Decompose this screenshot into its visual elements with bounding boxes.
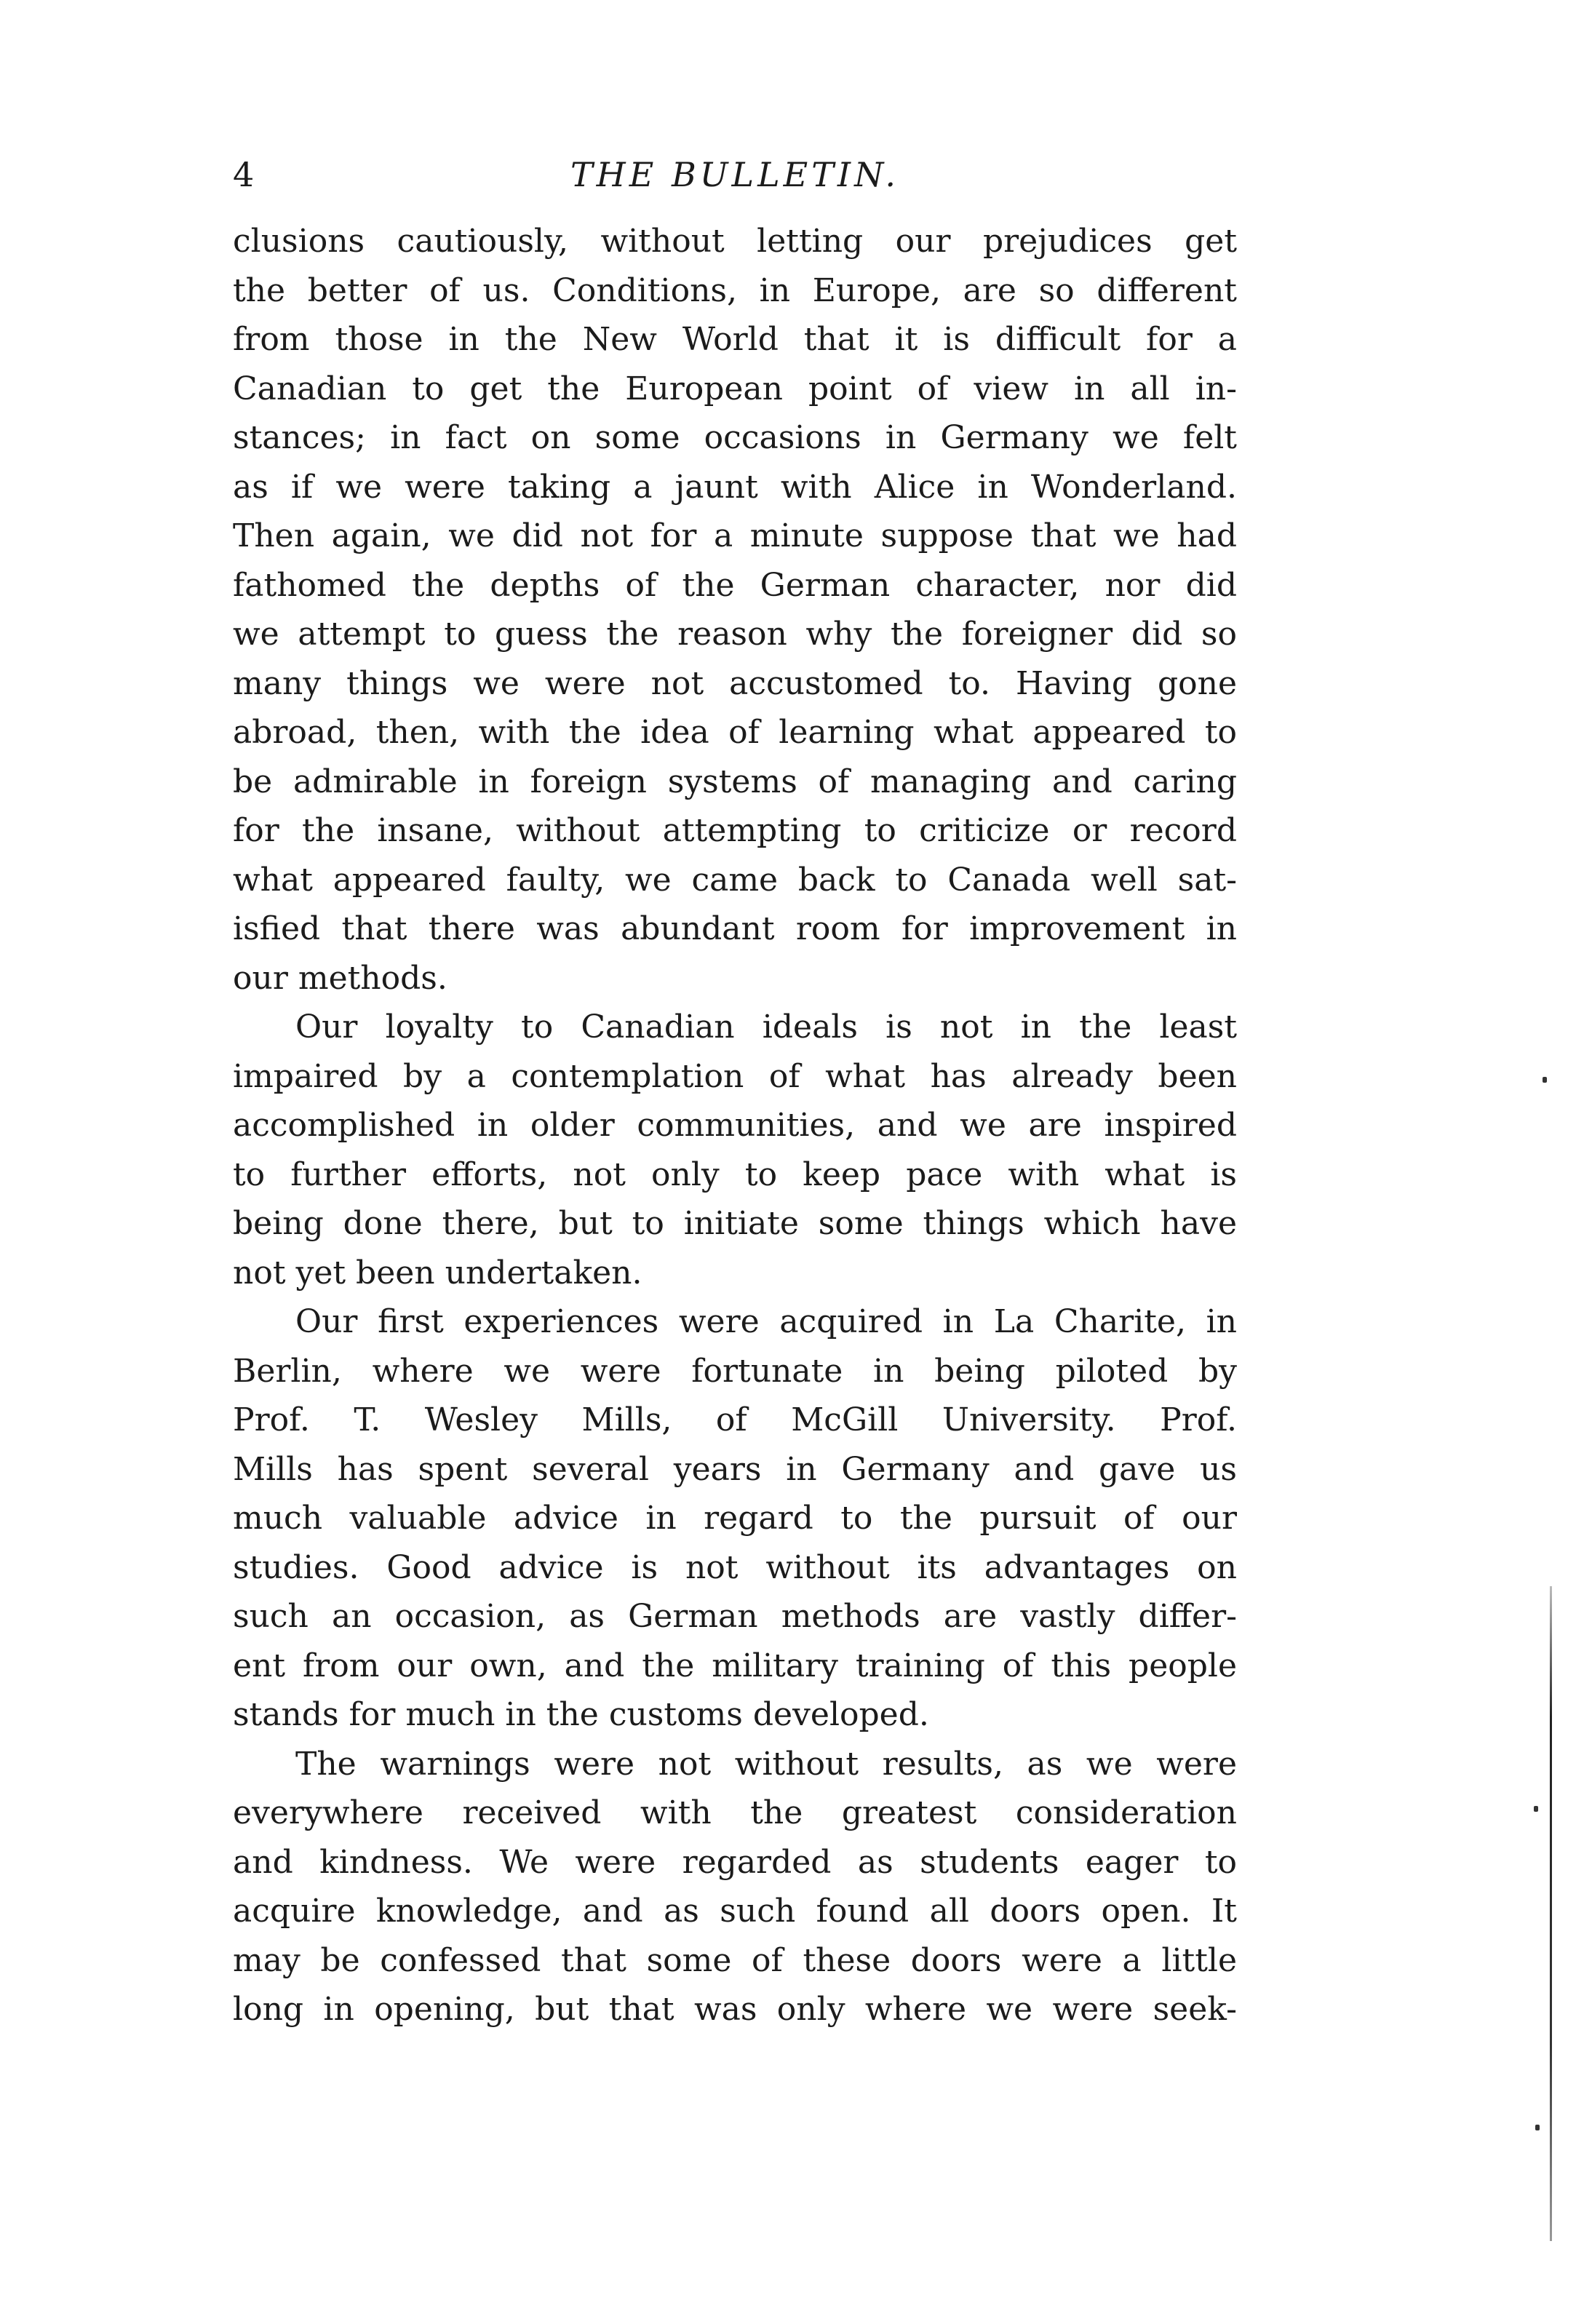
text-line: much valuable advice in regard to the pursuit of our [233,1500,1237,1537]
text-line: stances; in fact on some occasions in Germany we felt [233,419,1237,456]
text-line: accomplished in older communities, and we are inspired [233,1107,1237,1144]
text-line: being done there, but to initiate some things which have [233,1205,1237,1242]
text-line: our methods. [233,959,447,997]
text-line: Prof. T. Wesley Mills, of McGill University. Prof. [233,1401,1237,1438]
text-line: many things we were not accustomed to. Having gone [233,664,1237,702]
text-line: everywhere received with the greatest consideration [233,1794,1237,1831]
text-line: as if we were taking a jaunt with Alice in Wonderland. [233,468,1237,506]
text-line: for the insane, without attempting to criticize or record [233,812,1237,849]
text-line: Berlin, where we were fortunate in being piloted by [233,1352,1237,1390]
text-line: acquire knowledge, and as such found all doors open. It [233,1893,1237,1930]
text-line: to further efforts, not only to keep pace with what is [233,1155,1237,1193]
text-line: impaired by a contemplation of what has already been [233,1057,1237,1095]
text-line: the better of us. Conditions, in Europe, are so different [233,271,1237,309]
text-line: Our loyalty to Canadian ideals is not in the least [295,1008,1237,1046]
text-line: Canadian to get the European point of view in all in- [233,370,1237,407]
text-line: Mills has spent several years in Germany and gave us [233,1450,1237,1488]
text-line: we attempt to guess the reason why the foreigner did so [233,616,1237,653]
text-line: may be confessed that some of these doors were a little [233,1941,1237,1979]
text-line: what appeared faulty, we came back to Canada well sat- [233,861,1237,899]
text-line: ent from our own, and the military training of this people [233,1647,1237,1684]
text-line: fathomed the depths of the German character, nor did [233,566,1237,604]
running-title: THE BULLETIN. [570,155,900,194]
text-line: be admirable in foreign systems of managing and caring [233,763,1237,800]
text-line: stands for much in the customs developed. [233,1696,929,1733]
scan-speck [1543,1077,1547,1083]
scan-edge-mark [1550,1586,1552,2241]
scan-speck [1534,1806,1538,1812]
text-line: The warnings were not without results, as we were [295,1745,1237,1783]
text-line: isfied that there was abundant room for improvement in [233,910,1237,947]
text-line: from those in the New World that it is difficult for a [233,321,1237,358]
text-line: not yet been undertaken. [233,1254,642,1292]
page-header [233,149,1237,200]
text-line: long in opening, but that was only where we were seek- [233,1991,1237,2028]
text-line: Then again, we did not for a minute suppose that we had [233,517,1237,554]
text-line: clusions cautiously, without letting our prejudices get [233,223,1237,260]
text-line: abroad, then, with the idea of learning what appeared to [233,714,1237,751]
text-line: Our first experiences were acquired in La Charite, in [295,1303,1237,1340]
page-number: 4 [233,155,255,194]
body-text [233,217,1237,2034]
text-line: and kindness. We were regarded as students eager to [233,1843,1237,1881]
scan-speck [1535,2125,1540,2130]
text-line: studies. Good advice is not without its advantages on [233,1548,1237,1586]
text-line: such an occasion, as German methods are vastly differ- [233,1598,1237,1635]
